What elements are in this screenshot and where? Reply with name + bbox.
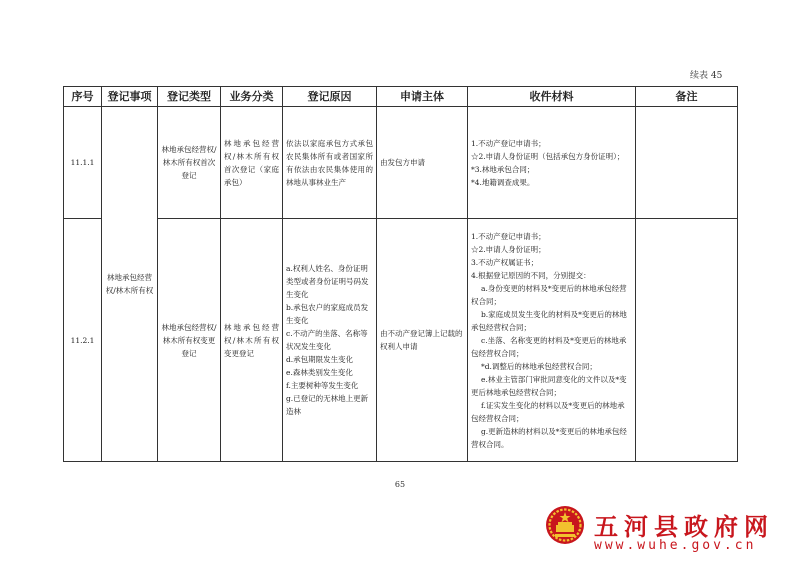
national-emblem-icon bbox=[545, 505, 585, 545]
material-line: ☆2.申请人身份证明； bbox=[471, 244, 546, 254]
reason-line: c.不动产的坐落、名称等状况发生变化 bbox=[286, 329, 368, 351]
reason-line: b.承包农户的家庭成员发生变化 bbox=[286, 303, 369, 325]
material-line: g.更新造林的材料以及*变更后的林地承包经营权合同。 bbox=[471, 426, 627, 449]
note bbox=[636, 219, 738, 462]
materials bbox=[468, 107, 636, 219]
material-line: *3.林地承包合同； bbox=[471, 164, 535, 174]
table-row bbox=[64, 219, 738, 462]
table-header-row bbox=[64, 87, 738, 107]
site-watermark bbox=[545, 505, 795, 561]
page-number: 65 bbox=[394, 480, 406, 489]
header-note: 备注 bbox=[636, 87, 738, 107]
reason-line: 依法以家庭承包方式承包农民集体所有或者国家所有依法由农民集体使用的林地从事林业生产 bbox=[286, 138, 373, 187]
applicant: 由不动产登记簿上记载的权利人申请 bbox=[377, 219, 468, 462]
watermark-url: www.wuhe.gov.cn bbox=[594, 538, 757, 553]
material-line: 1.不动产登记申请书； bbox=[471, 138, 546, 148]
registration-type: 林地承包经营权/林木所有权首次登记 bbox=[158, 107, 221, 219]
material-line: 4.根据登记原因的不同，分别提交： bbox=[471, 270, 591, 280]
registration-table bbox=[63, 86, 738, 462]
registration-item: 林地承包经营权/林木所有权 bbox=[102, 107, 158, 462]
business-category: 林地承包经营权/林木所有权首次登记（家庭承包） bbox=[221, 107, 283, 219]
material-line: c.坐落、名称变更的材料及*变更后的林地承包经营权合同； bbox=[471, 335, 627, 358]
material-line: a.身份变更的材料及*变更后的林地承包经营权合同； bbox=[471, 283, 627, 306]
header-reason: 登记原因 bbox=[283, 87, 377, 107]
registration-reason bbox=[283, 219, 377, 462]
materials bbox=[468, 219, 636, 462]
header-applicant: 申请主体 bbox=[377, 87, 468, 107]
reason-line: f.主要树种等发生变化 bbox=[286, 381, 359, 390]
registration-type: 林地承包经营权/林木所有权变更登记 bbox=[158, 219, 221, 462]
header-materials: 收件材料 bbox=[468, 87, 636, 107]
material-line: 3.不动产权属证书； bbox=[471, 257, 539, 267]
business-category: 林地承包经营权/林木所有权变更登记 bbox=[221, 219, 283, 462]
header-category: 业务分类 bbox=[221, 87, 283, 107]
header-type: 登记类型 bbox=[158, 87, 221, 107]
row-number: 11.2.1 bbox=[64, 219, 102, 462]
row-number: 11.1.1 bbox=[64, 107, 102, 219]
header-item: 登记事项 bbox=[102, 87, 158, 107]
material-line: ☆2.申请人身份证明（包括承包方身份证明）； bbox=[471, 151, 625, 161]
material-line: e.林业主管部门审批同意变化的文件以及*变更后林地承包经营权合同； bbox=[471, 374, 627, 397]
reason-line: e.森林类别发生变化 bbox=[286, 368, 353, 377]
continuation-label: 续表 45 bbox=[690, 71, 723, 81]
material-line: 1.不动产登记申请书； bbox=[471, 231, 546, 241]
note bbox=[636, 107, 738, 219]
watermark-site-name: 五河县政府网 bbox=[594, 513, 774, 541]
reason-line: g.已登记的无林地上更新造林 bbox=[286, 394, 369, 416]
registration-reason bbox=[283, 107, 377, 219]
reason-line: d.承包期限发生变化 bbox=[286, 355, 354, 364]
header-no: 序号 bbox=[64, 87, 102, 107]
material-line: *4.地籍调查成果。 bbox=[471, 177, 535, 187]
material-line: f.证实发生变化的材料以及*变更后的林地承包经营权合同； bbox=[471, 400, 625, 423]
reason-line: a.权利人姓名、身份证明类型或者身份证明号码发生变化 bbox=[286, 264, 369, 299]
material-line: *d.调整后的林地承包经营权合同； bbox=[481, 361, 597, 371]
applicant: 由发包方申请 bbox=[377, 107, 468, 219]
table-row bbox=[64, 107, 738, 219]
material-line: b.家庭成员发生变化的材料及*变更后的林地承包经营权合同； bbox=[471, 309, 627, 332]
